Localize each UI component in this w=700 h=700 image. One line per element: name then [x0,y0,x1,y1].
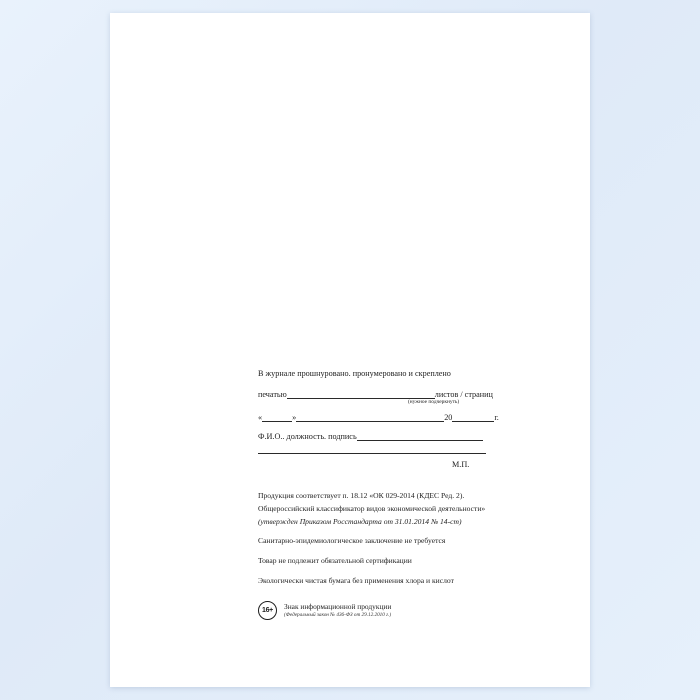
info-mark-text [284,602,391,618]
compliance-line-1: Продукция соответствует п. 18.12 «ОК 029-2014 (КДЕС Ред. 2). [258,491,465,501]
compliance-line-2: Общероссийский классификатор видов экономической деятельности» [258,503,486,513]
signature-fill-line[interactable] [357,431,483,441]
info-mark-block [258,601,558,620]
year-fill-line[interactable] [452,412,494,422]
month-fill-line[interactable] [296,412,444,422]
compliance-line-6: Экологически чистая бумага без применения хлора и кислот [258,575,454,585]
seal-fill-line[interactable] [287,389,435,399]
year-prefix: 20 [444,413,453,423]
date-close-quote: » [292,413,297,423]
date-open-quote: « [258,413,263,423]
compliance-line-4: Санитарно-эпидемиологическое заключение не требуется [258,536,446,546]
compliance-line-3: (утвержден Приказом Росстандарта от 31.01.2014 № 14-ст) [258,516,462,526]
date-row [258,412,558,422]
seal-label: печатью [258,390,287,400]
seal-place-label: М.П. [452,460,470,470]
document-content [258,368,558,620]
year-suffix: г. [494,413,499,423]
certification-block [258,368,558,469]
document-page [110,13,590,687]
certification-intro: В журнале прошнуровано. пронумеровано и скреплено [258,369,451,378]
info-mark-law: (Федеральный закон № 436-ФЗ от 29.12.2010 г.) [284,611,392,618]
sheets-label: листов / страниц [434,390,493,400]
signature-label: Ф.И.О.. должность. подпись [258,432,357,442]
day-fill-line[interactable] [262,412,292,422]
underline-note: (нужное подчеркнуть) [408,399,460,406]
signature-fill-line-second[interactable] [258,443,486,454]
info-mark-title: Знак информационной продукции [284,602,392,612]
signature-row [258,431,558,441]
compliance-line-5: Товар не подлежит обязательной сертификации [258,556,412,566]
seal-row [258,389,558,399]
age-rating-icon: 16+ [258,601,277,620]
compliance-block [258,491,558,587]
